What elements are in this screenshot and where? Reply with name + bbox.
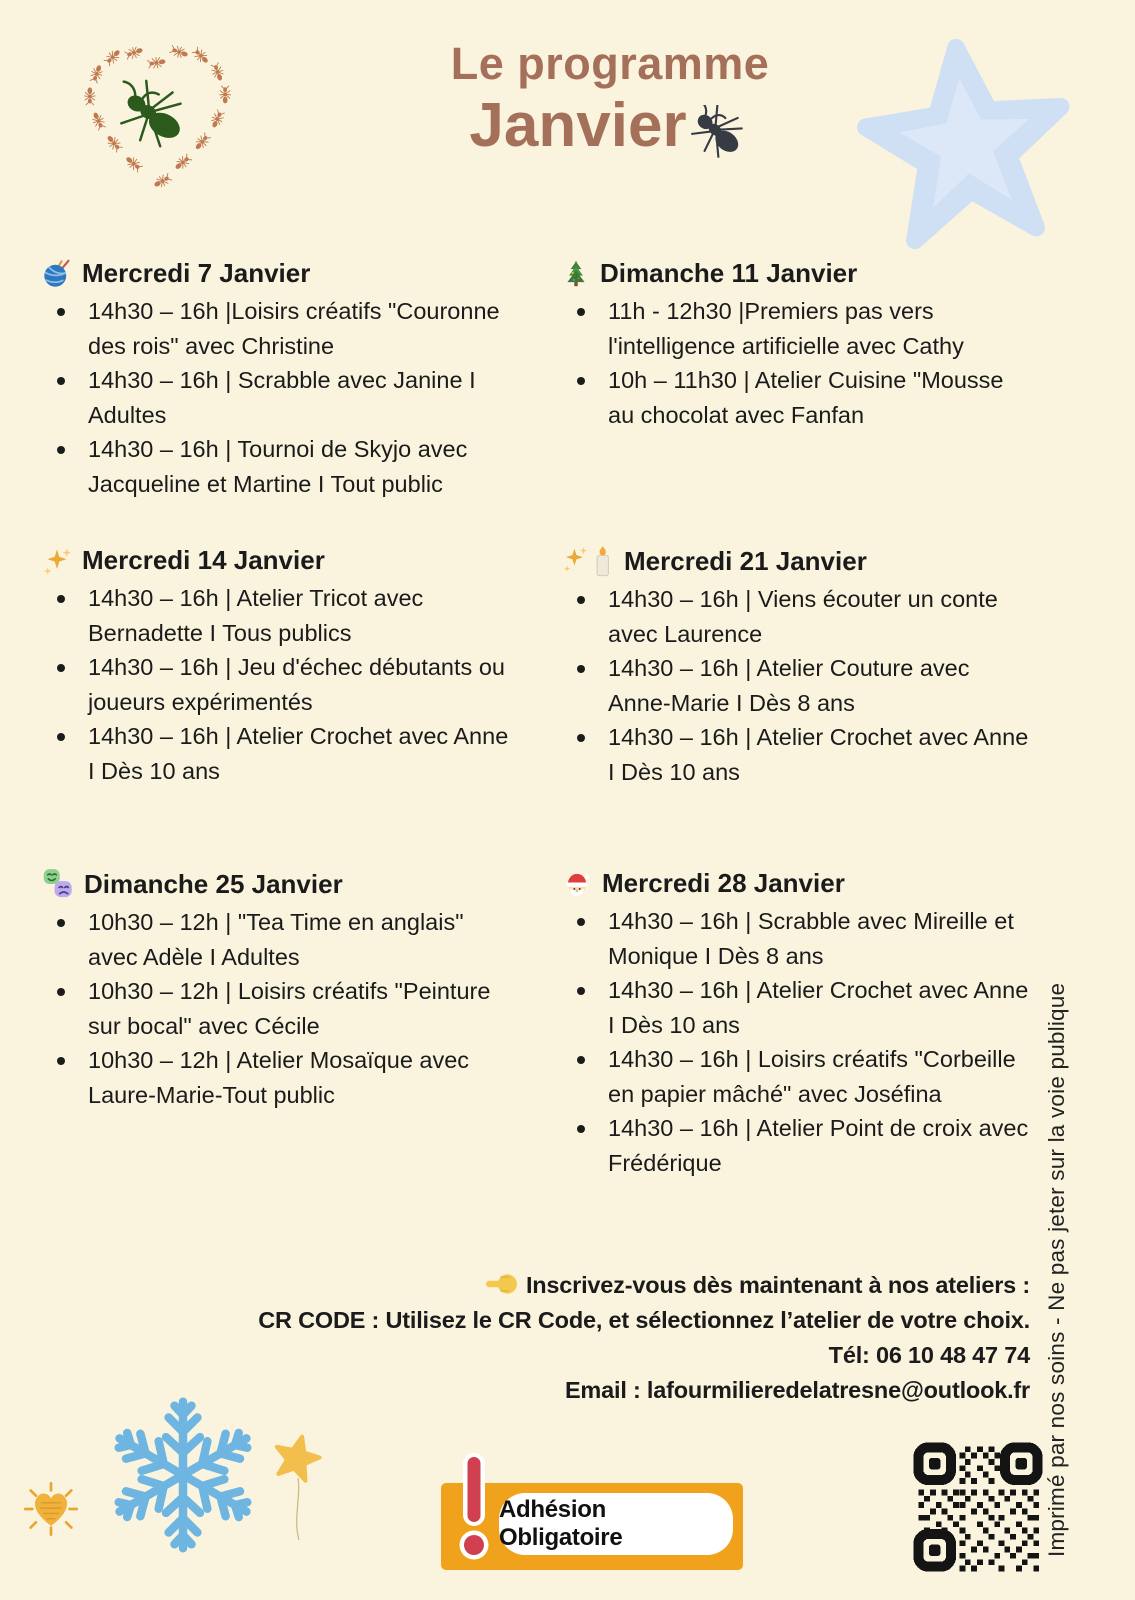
yarn-ball-icon	[42, 259, 72, 289]
qr-code	[912, 1437, 1044, 1577]
santa-icon	[562, 869, 592, 899]
ant-icon	[689, 105, 751, 163]
qr-instruction: CR CODE : Utilisez le CR Code, et sélectionnez l’atelier de votre choix.	[258, 1307, 1030, 1333]
christmas-tree-icon	[562, 259, 590, 289]
event-item: 14h30 – 16h | Scrabble avec Janine I Adultes	[42, 363, 512, 432]
event-item: 14h30 – 16h | Loisirs créatifs "Corbeille en papier mâché" avec Joséfina	[562, 1042, 1032, 1111]
section-title: Dimanche 11 Janvier	[600, 258, 858, 288]
event-item: 11h - 12h30 |Premiers pas vers l'intelligence artificielle avec Cathy	[562, 294, 1032, 363]
cta-line	[40, 1268, 1030, 1303]
event-item: 10h – 11h30 | Atelier Cuisine "Mousse au chocolat avec Fanfan	[562, 363, 1032, 432]
event-list	[42, 905, 512, 1112]
section-mercredi-14	[42, 545, 512, 788]
event-item: 10h30 – 12h | Loisirs créatifs "Peinture sur bocal" avec Cécile	[42, 974, 512, 1043]
section-mercredi-21	[562, 545, 1032, 789]
sparkles-candle-icon	[562, 545, 614, 577]
title-month: Janvier	[469, 91, 687, 161]
registration-info	[40, 1268, 1030, 1408]
sparkles-icon	[42, 546, 72, 576]
section-title: Mercredi 21 Janvier	[624, 545, 867, 576]
event-item: 14h30 – 16h | Atelier Crochet avec Anne I Dès 10 ans	[42, 719, 512, 788]
event-list	[42, 294, 512, 501]
event-item: 10h30 – 12h | Atelier Mosaïque avec Laure-Marie-Tout public	[42, 1043, 512, 1112]
event-item: 14h30 – 16h | Atelier Point de croix avec Frédérique	[562, 1111, 1032, 1180]
section-title: Mercredi 28 Janvier	[602, 868, 845, 898]
badge-label: Adhésion Obligatoire	[499, 1493, 733, 1555]
title-line-1: Le programme	[450, 38, 770, 89]
event-item: 14h30 – 16h | Atelier Crochet avec Anne I Dès 10 ans	[562, 973, 1032, 1042]
print-note: Imprimé par nos soins - Ne pas jeter sur la voie publique	[1044, 982, 1069, 1557]
cta-text: Inscrivez-vous dès maintenant à nos ateliers :	[525, 1272, 1030, 1298]
membership-badge	[441, 1452, 743, 1572]
page-title	[330, 40, 890, 163]
section-title: Mercredi 7 Janvier	[82, 258, 311, 288]
sun-heart-icon	[20, 1478, 82, 1540]
section-mercredi-28	[562, 868, 1032, 1180]
event-item: 14h30 – 16h | Scrabble avec Mireille et Monique I Dès 8 ans	[562, 904, 1032, 973]
event-list	[562, 294, 1032, 432]
exclamation-mark-icon	[455, 1452, 495, 1564]
section-title: Mercredi 14 Janvier	[82, 545, 325, 575]
event-item: 14h30 – 16h | Jeu d'échec débutants ou joueurs expérimentés	[42, 650, 512, 719]
section-dimanche-11	[562, 258, 1032, 432]
email-address: Email : lafourmilieredelatresne@outlook.fr	[564, 1377, 1030, 1403]
section-mercredi-7	[42, 258, 512, 501]
event-item: 14h30 – 16h |Loisirs créatifs "Couronne des rois" avec Christine	[42, 294, 512, 363]
star-with-string-icon	[268, 1432, 326, 1544]
section-dimanche-25	[42, 868, 512, 1112]
event-item: 14h30 – 16h | Viens écouter un conte avec Laurence	[562, 582, 1032, 651]
event-item: 14h30 – 16h | Tournoi de Skyjo avec Jacqueline et Martine I Tout public	[42, 432, 512, 501]
event-item: 14h30 – 16h | Atelier Couture avec Anne-Marie I Dès 8 ans	[562, 651, 1032, 720]
event-item: 14h30 – 16h | Atelier Crochet avec Anne I Dès 10 ans	[562, 720, 1032, 789]
event-item: 14h30 – 16h | Atelier Tricot avec Bernadette I Tous publics	[42, 581, 512, 650]
theater-masks-icon	[42, 868, 74, 900]
watercolor-star-icon	[855, 34, 1077, 252]
big-green-ant-icon	[103, 70, 194, 155]
event-list	[42, 581, 512, 788]
pointing-left-hand-icon	[486, 1271, 518, 1297]
phone-number: Tél: 06 10 48 47 74	[828, 1342, 1030, 1368]
event-list	[562, 904, 1032, 1180]
section-title: Dimanche 25 Janvier	[84, 868, 343, 899]
event-list	[562, 582, 1032, 789]
title-line-2	[469, 91, 750, 163]
event-item: 10h30 – 12h | "Tea Time en anglais" avec Adèle I Adultes	[42, 905, 512, 974]
snowflake-icon	[98, 1388, 268, 1562]
heart-of-ants-icon	[55, 26, 260, 214]
